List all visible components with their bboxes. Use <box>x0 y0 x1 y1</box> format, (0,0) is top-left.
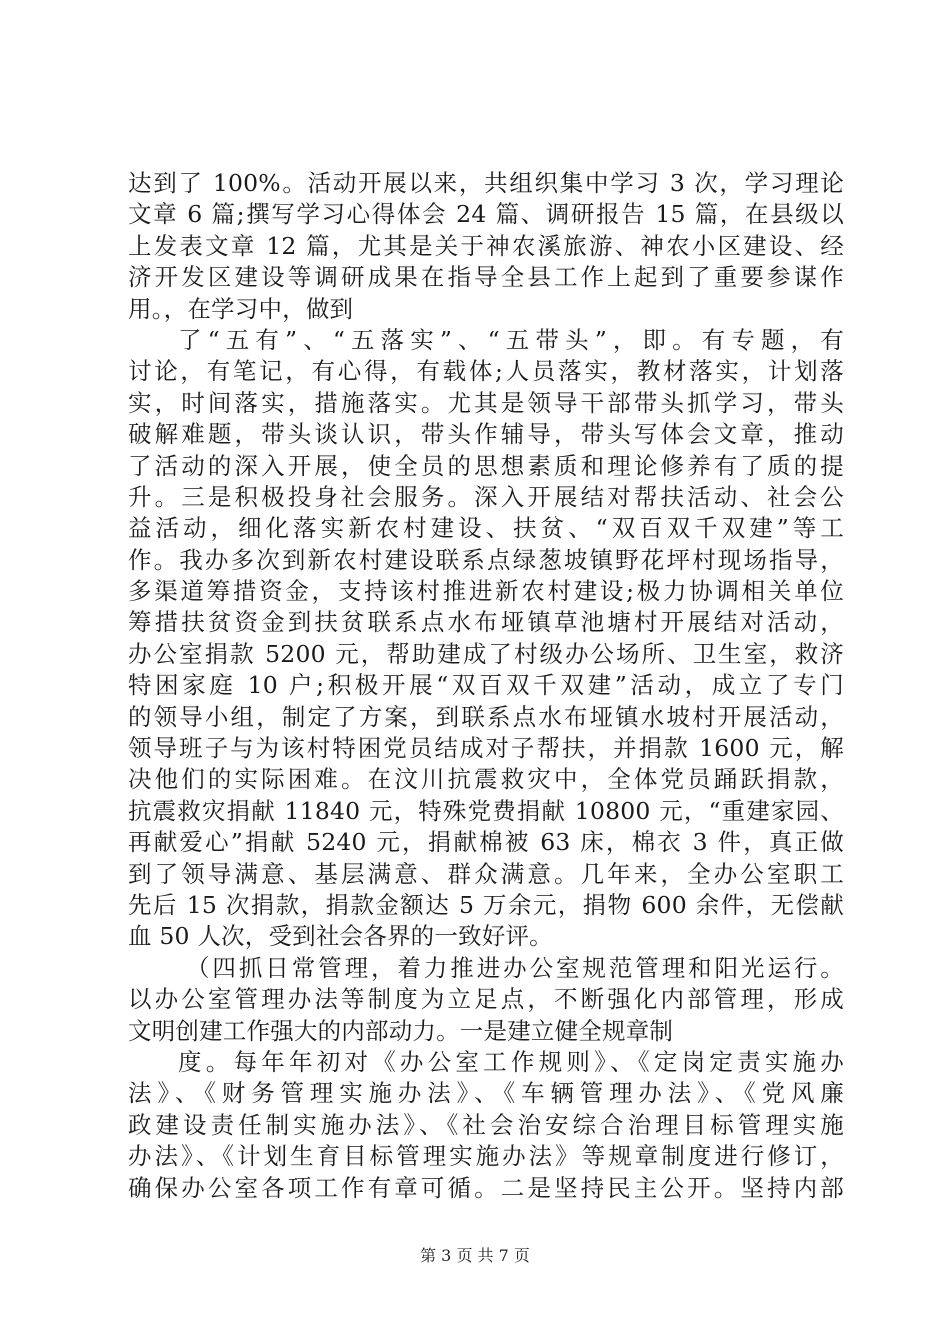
text-line: 多渠道筹措资金，支持该村推进新农村建设;极力协调相关单位 <box>128 577 844 606</box>
text-line: 法》、《财务管理实施办法》、《车辆管理办法》、《党风廉 <box>128 1079 844 1108</box>
text-line: 特困家庭 10 户;积极开展“双百双千双建”活动，成立了专门 <box>128 671 844 700</box>
text-line: 血 50 人次，受到社会各界的一致好评。 <box>128 922 553 951</box>
text-line: 再献爱心”捐献 5240 元，捐献棉被 63 床，棉衣 3 件，真正做 <box>128 828 844 857</box>
text-line: 抗震救灾捐献 11840 元，特殊党费捐献 10800 元，“重建家园、 <box>128 796 844 825</box>
text-line: 上发表文章 12 篇，尤其是关于神农溪旅游、神农小区建设、经 <box>128 231 844 260</box>
text-line: 度。每年年初对《办公室工作规则》、《定岗定责实施办 <box>178 1047 844 1076</box>
text-line: 到了领导满意、基层满意、群众满意。几年来，全办公室职工 <box>128 859 844 888</box>
text-line: 的领导小组，制定了方案，到联系点水布垭镇水坡村开展活动， <box>128 702 844 731</box>
text-line: 了“五有”、“五落实”、“五带头”，即。有专题，有 <box>178 325 844 354</box>
text-line: 讨论，有笔记，有心得，有载体;人员落实，教材落实，计划落 <box>128 357 844 386</box>
document-body <box>128 168 844 1204</box>
text-line: 筹措扶贫资金到扶贫联系点水布垭镇草池塘村开展结对活动， <box>128 608 844 637</box>
text-line: 实，时间落实，措施落实。尤其是领导干部带头抓学习，带头 <box>128 388 844 417</box>
text-line: 文明创建工作强大的内部动力。一是建立健全规章制 <box>128 1016 674 1045</box>
text-line: 文章 6 篇;撰写学习心得体会 24 篇、调研报告 15 篇，在县级以 <box>128 200 844 229</box>
text-line: 达到了 100%。活动开展以来，共组织集中学习 3 次，学习理论 <box>128 169 844 197</box>
text-line: 领导班子与为该村特困党员结成对子帮扶，并捐款 1600 元，解 <box>128 734 844 763</box>
text-line: 作。我办多次到新农村建设联系点绿葱坡镇野花坪村现场指导， <box>128 545 844 574</box>
text-line: 确保办公室各项工作有章可循。二是坚持民主公开。坚持内部 <box>128 1173 844 1202</box>
text-line: 用。，在学习中，做到 <box>128 294 354 323</box>
text-line: 先后 15 次捐款，捐款金额达 5 万余元，捐物 600 余件，无偿献 <box>128 890 844 919</box>
text-line: 决他们的实际困难。在汶川抗震救灾中，全体党员踊跃捐款， <box>128 765 844 794</box>
text-line: 办法》、《计划生育目标管理实施办法》等规章制度进行修订， <box>128 1142 844 1171</box>
text-line: 了活动的深入开展，使全员的思想素质和理论修养有了质的提 <box>128 451 844 480</box>
text-line: 益活动，细化落实新农村建设、扶贫、“双百双千双建”等工 <box>128 514 844 543</box>
text-line: （四抓日常管理，着力推进办公室规范管理和阳光运行。 <box>186 953 844 982</box>
text-line: 政建设责任制实施办法》、《社会治安综合治理目标管理实施 <box>128 1110 844 1139</box>
page-number-footer: 第 3 页 共 7 页 <box>420 1246 530 1265</box>
text-line: 济开发区建设等调研成果在指导全县工作上起到了重要参谋作 <box>128 263 844 292</box>
text-line: 办公室捐款 5200 元，帮助建成了村级办公场所、卫生室，救济 <box>128 639 844 668</box>
text-line: 以办公室管理办法等制度为立足点，不断强化内部管理，形成 <box>128 985 844 1014</box>
text-line: 破解难题，带头谈认识，带头作辅导，带头写体会文章，推动 <box>128 420 844 449</box>
text-line: 升。三是积极投身社会服务。深入开展结对帮扶活动、社会公 <box>128 482 844 511</box>
